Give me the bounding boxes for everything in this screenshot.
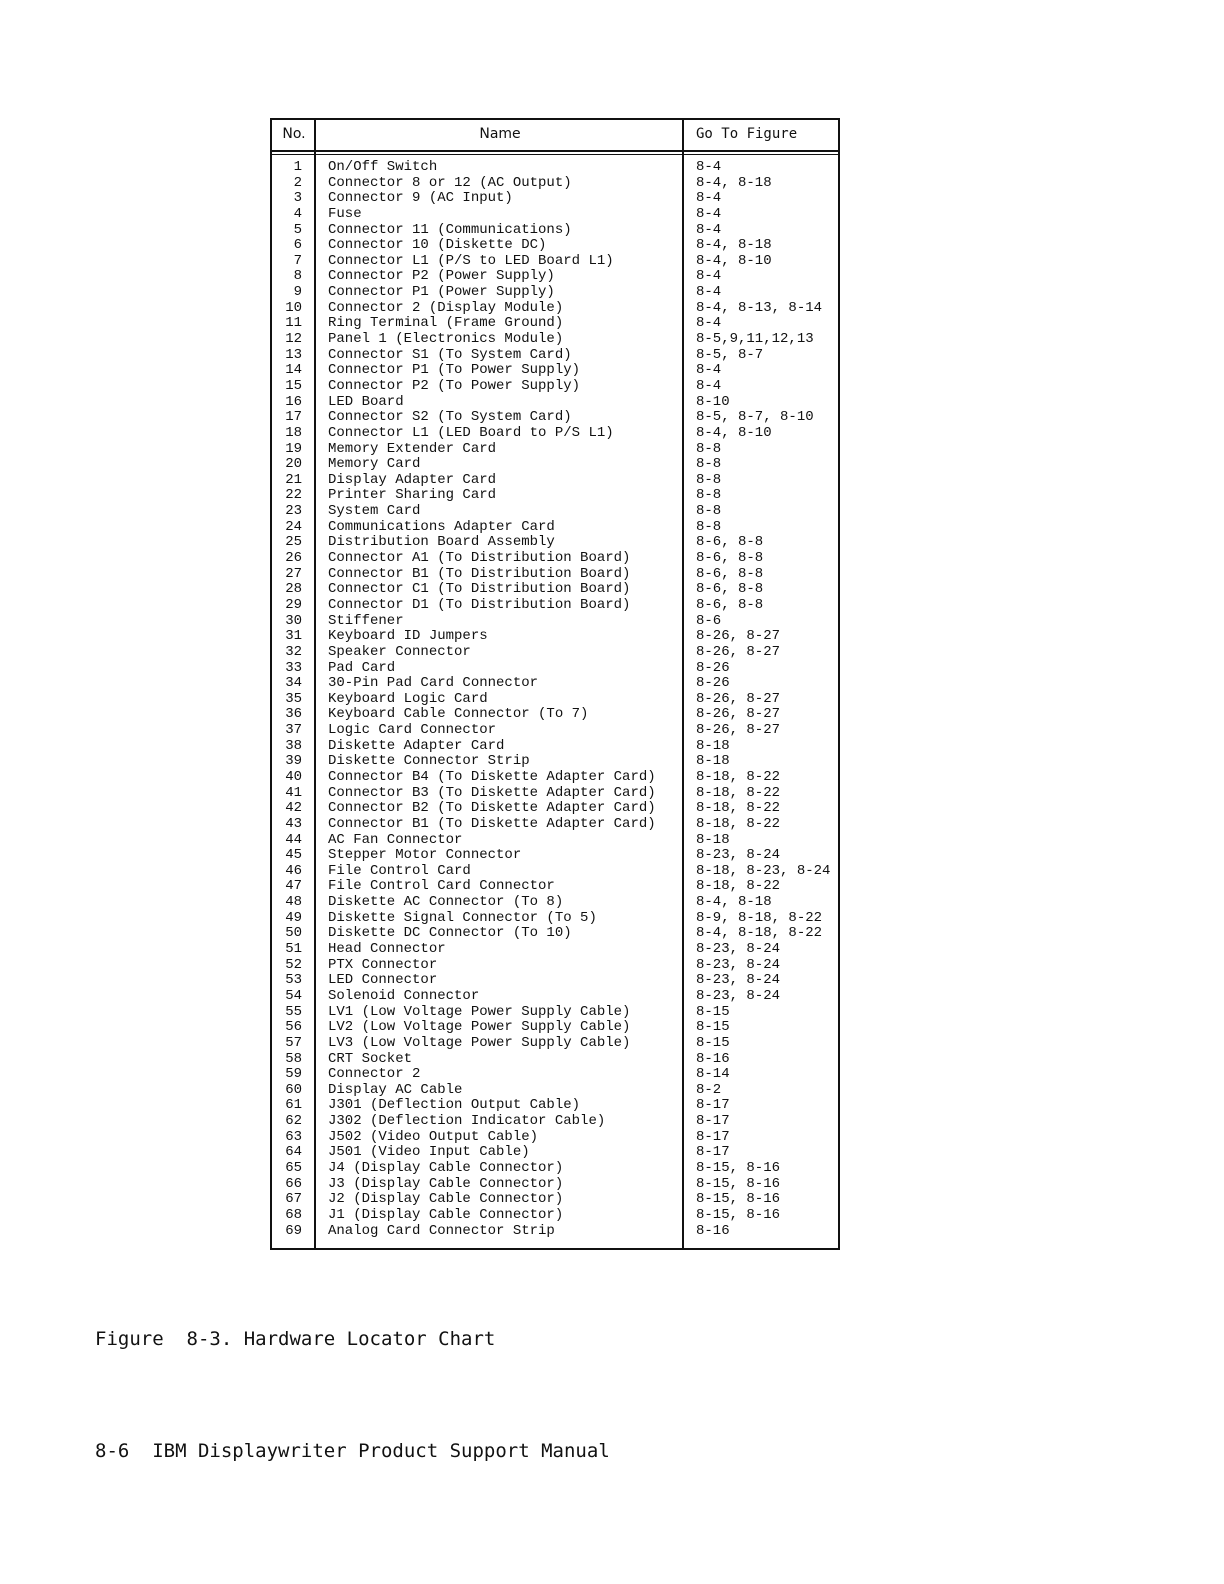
row-number: 54 — [285, 987, 302, 1004]
row-number: 8 — [293, 268, 302, 285]
row-name: Connector 11 (Communications) — [328, 221, 572, 238]
row-figure-reference: 8-15 — [696, 1034, 730, 1051]
table-row — [272, 160, 838, 176]
row-number: 6 — [293, 237, 302, 254]
row-figure-reference: 8-18, 8-22 — [696, 784, 781, 801]
row-figure-reference: 8-4 — [696, 377, 722, 394]
row-figure-reference: 8-6, 8-8 — [696, 534, 764, 551]
row-figure-reference: 8-4, 8-13, 8-14 — [696, 299, 823, 316]
table-row — [272, 582, 838, 598]
header-go-to-figure: Go To Figure — [696, 126, 798, 142]
table-row — [272, 786, 838, 802]
row-figure-reference: 8-6, 8-8 — [696, 596, 764, 613]
page-footer: 8-6 IBM Displaywriter Product Support Manual — [95, 1440, 610, 1462]
table-row — [272, 723, 838, 739]
row-number: 13 — [285, 346, 302, 363]
row-number: 56 — [285, 1019, 302, 1036]
row-name: Connector 10 (Diskette DC) — [328, 237, 547, 254]
row-figure-reference: 8-10 — [696, 393, 730, 410]
table-row — [272, 488, 838, 504]
row-name: Keyboard Cable Connector (To 7) — [328, 706, 589, 723]
row-number: 9 — [293, 284, 302, 301]
row-figure-reference: 8-4 — [696, 205, 722, 222]
row-number: 50 — [285, 925, 302, 942]
row-figure-reference: 8-26, 8-27 — [696, 628, 781, 645]
table-row — [272, 191, 838, 207]
table-row — [272, 770, 838, 786]
row-figure-reference: 8-4 — [696, 315, 722, 332]
table-row — [272, 801, 838, 817]
table-row — [272, 504, 838, 520]
row-number: 17 — [285, 409, 302, 426]
row-name: Diskette AC Connector (To 8) — [328, 894, 564, 911]
row-figure-reference: 8-26, 8-27 — [696, 690, 781, 707]
hardware-locator-table — [270, 118, 840, 1250]
row-figure-reference: 8-8 — [696, 440, 722, 457]
table-row — [272, 1114, 838, 1130]
row-number: 65 — [285, 1160, 302, 1176]
table-row — [272, 1130, 838, 1146]
row-name: Diskette Signal Connector (To 5) — [328, 909, 597, 926]
table-row — [272, 1161, 838, 1177]
table-row — [272, 958, 838, 974]
row-number: 34 — [285, 675, 302, 692]
row-figure-reference: 8-17 — [696, 1113, 730, 1130]
row-name: CRT Socket — [328, 1050, 413, 1067]
row-number: 27 — [285, 565, 302, 582]
table-row — [272, 598, 838, 614]
row-figure-reference: 8-8 — [696, 456, 722, 473]
row-name: File Control Card — [328, 862, 471, 879]
row-number: 41 — [285, 784, 302, 801]
row-figure-reference: 8-26, 8-27 — [696, 643, 781, 660]
row-figure-reference: 8-16 — [696, 1222, 730, 1239]
row-number: 42 — [285, 800, 302, 817]
row-name: J301 (Deflection Output Cable) — [328, 1097, 581, 1114]
row-number: 12 — [285, 331, 302, 348]
table-row — [272, 629, 838, 645]
table-row — [272, 817, 838, 833]
row-figure-reference: 8-5, 8-7, 8-10 — [696, 409, 814, 426]
row-figure-reference: 8-15, 8-16 — [696, 1175, 781, 1192]
table-row — [272, 848, 838, 864]
table-row — [272, 1208, 838, 1224]
table-row — [272, 223, 838, 239]
row-number: 22 — [285, 487, 302, 504]
row-number: 40 — [285, 768, 302, 785]
row-number: 47 — [285, 878, 302, 895]
header-no: No. — [282, 126, 306, 142]
row-figure-reference: 8-18, 8-22 — [696, 815, 781, 832]
row-figure-reference: 8-4 — [696, 221, 722, 238]
row-number: 44 — [285, 831, 302, 848]
row-figure-reference: 8-15 — [696, 1019, 730, 1036]
row-number: 48 — [285, 894, 302, 911]
row-figure-reference: 8-4, 8-18 — [696, 237, 772, 254]
row-figure-reference: 8-15, 8-16 — [696, 1191, 781, 1208]
row-figure-reference: 8-23, 8-24 — [696, 956, 781, 973]
row-number: 5 — [293, 221, 302, 238]
table-row — [272, 973, 838, 989]
row-number: 4 — [293, 205, 302, 222]
row-number: 3 — [293, 190, 302, 207]
row-figure-reference: 8-18, 8-22 — [696, 768, 781, 785]
row-name: System Card — [328, 503, 421, 520]
row-number: 51 — [285, 941, 302, 958]
table-row — [272, 442, 838, 458]
row-name: Connector B2 (To Diskette Adapter Card) — [328, 800, 656, 817]
row-name: Connector S1 (To System Card) — [328, 346, 572, 363]
row-figure-reference: 8-9, 8-18, 8-22 — [696, 909, 823, 926]
row-name: Communications Adapter Card — [328, 518, 555, 535]
row-number: 59 — [285, 1066, 302, 1083]
row-figure-reference: 8-18, 8-23, 8-24 — [696, 862, 831, 879]
table-row — [272, 707, 838, 723]
row-number: 7 — [293, 252, 302, 269]
row-number: 57 — [285, 1034, 302, 1051]
row-number: 32 — [285, 643, 302, 660]
row-name: File Control Card Connector — [328, 878, 555, 895]
row-figure-reference: 8-4 — [696, 190, 722, 207]
row-figure-reference: 8-8 — [696, 487, 722, 504]
header-rule — [272, 150, 838, 155]
table-row — [272, 661, 838, 677]
row-name: J302 (Deflection Indicator Cable) — [328, 1113, 606, 1130]
row-name: Keyboard ID Jumpers — [328, 628, 488, 645]
row-name: 30-Pin Pad Card Connector — [328, 675, 539, 692]
row-name: Connector L1 (P/S to LED Board L1) — [328, 252, 614, 269]
row-number: 33 — [285, 659, 302, 676]
row-figure-reference: 8-18, 8-22 — [696, 800, 781, 817]
row-name: Connector B1 (To Diskette Adapter Card) — [328, 815, 656, 832]
row-name: Display AC Cable — [328, 1081, 463, 1098]
table-row — [272, 754, 838, 770]
row-name: AC Fan Connector — [328, 831, 463, 848]
table-row — [272, 739, 838, 755]
table-body — [272, 160, 838, 1239]
row-name: LV1 (Low Voltage Power Supply Cable) — [328, 1003, 631, 1020]
row-name: Display Adapter Card — [328, 471, 497, 488]
row-name: Head Connector — [328, 941, 446, 958]
row-number: 46 — [285, 862, 302, 879]
table-row — [272, 1067, 838, 1083]
row-number: 64 — [285, 1144, 302, 1161]
row-name: J3 (Display Cable Connector) — [328, 1175, 564, 1192]
row-name: Stiffener — [328, 612, 404, 629]
row-name: Fuse — [328, 205, 362, 222]
table-row — [272, 614, 838, 630]
row-number: 67 — [285, 1191, 302, 1208]
figure-caption: Figure 8-3. Hardware Locator Chart — [95, 1328, 496, 1350]
row-figure-reference: 8-26 — [696, 675, 730, 692]
row-figure-reference: 8-6 — [696, 612, 722, 629]
row-figure-reference: 8-18 — [696, 753, 730, 770]
row-number: 11 — [285, 315, 302, 332]
table-row — [272, 864, 838, 880]
row-name: Distribution Board Assembly — [328, 534, 555, 551]
row-name: Stepper Motor Connector — [328, 847, 522, 864]
table-row — [272, 316, 838, 332]
row-name: LV3 (Low Voltage Power Supply Cable) — [328, 1034, 631, 1051]
table-row — [272, 379, 838, 395]
table-row — [272, 301, 838, 317]
row-name: J4 (Display Cable Connector) — [328, 1160, 564, 1176]
row-name: On/Off Switch — [328, 159, 438, 175]
row-number: 38 — [285, 737, 302, 754]
row-name: Connector L1 (LED Board to P/S L1) — [328, 424, 614, 441]
row-figure-reference: 8-17 — [696, 1144, 730, 1161]
table-row — [272, 895, 838, 911]
row-number: 61 — [285, 1097, 302, 1114]
row-number: 24 — [285, 518, 302, 535]
row-name: Speaker Connector — [328, 643, 471, 660]
row-figure-reference: 8-4 — [696, 268, 722, 285]
row-figure-reference: 8-23, 8-24 — [696, 941, 781, 958]
table-row — [272, 879, 838, 895]
table-row — [272, 567, 838, 583]
row-number: 31 — [285, 628, 302, 645]
row-figure-reference: 8-4 — [696, 362, 722, 379]
row-name: LED Board — [328, 393, 404, 410]
table-row — [272, 942, 838, 958]
row-name: Solenoid Connector — [328, 987, 480, 1004]
table-row — [272, 426, 838, 442]
row-number: 55 — [285, 1003, 302, 1020]
table-row — [272, 645, 838, 661]
row-name: Keyboard Logic Card — [328, 690, 488, 707]
row-figure-reference: 8-23, 8-24 — [696, 847, 781, 864]
row-number: 36 — [285, 706, 302, 723]
table-row — [272, 535, 838, 551]
table-row — [272, 207, 838, 223]
table-row — [272, 1224, 838, 1240]
row-figure-reference: 8-8 — [696, 518, 722, 535]
row-name: Connector 2 (Display Module) — [328, 299, 564, 316]
row-figure-reference: 8-26, 8-27 — [696, 722, 781, 739]
row-number: 10 — [285, 299, 302, 316]
row-figure-reference: 8-17 — [696, 1097, 730, 1114]
table-row — [272, 363, 838, 379]
table-row — [272, 1177, 838, 1193]
row-figure-reference: 8-5, 8-7 — [696, 346, 764, 363]
row-number: 29 — [285, 596, 302, 613]
row-name: J2 (Display Cable Connector) — [328, 1191, 564, 1208]
row-name: Memory Extender Card — [328, 440, 497, 457]
table-row — [272, 348, 838, 364]
row-number: 20 — [285, 456, 302, 473]
table-row — [272, 176, 838, 192]
row-name: Connector P2 (Power Supply) — [328, 268, 555, 285]
row-number: 18 — [285, 424, 302, 441]
row-name: Connector B4 (To Diskette Adapter Card) — [328, 768, 656, 785]
row-number: 21 — [285, 471, 302, 488]
row-figure-reference: 8-6, 8-8 — [696, 565, 764, 582]
table-row — [272, 1145, 838, 1161]
row-number: 15 — [285, 377, 302, 394]
row-figure-reference: 8-4, 8-18, 8-22 — [696, 925, 823, 942]
table-row — [272, 520, 838, 536]
row-number: 52 — [285, 956, 302, 973]
row-name: Diskette Adapter Card — [328, 737, 505, 754]
row-figure-reference: 8-4, 8-18 — [696, 894, 772, 911]
row-figure-reference: 8-17 — [696, 1128, 730, 1145]
row-number: 19 — [285, 440, 302, 457]
row-name: Connector P1 (To Power Supply) — [328, 362, 581, 379]
header-name: Name — [479, 126, 521, 142]
row-number: 60 — [285, 1081, 302, 1098]
row-name: Connector S2 (To System Card) — [328, 409, 572, 426]
row-name: J502 (Video Output Cable) — [328, 1128, 539, 1145]
row-number: 69 — [285, 1222, 302, 1239]
row-name: Diskette DC Connector (To 10) — [328, 925, 572, 942]
row-figure-reference: 8-8 — [696, 471, 722, 488]
row-figure-reference: 8-4 — [696, 284, 722, 301]
row-name: LED Connector — [328, 972, 438, 989]
row-figure-reference: 8-5,9,11,12,13 — [696, 331, 814, 348]
row-figure-reference: 8-4, 8-10 — [696, 252, 772, 269]
row-number: 66 — [285, 1175, 302, 1192]
row-number: 28 — [285, 581, 302, 598]
row-figure-reference: 8-18, 8-22 — [696, 878, 781, 895]
row-name: J501 (Video Input Cable) — [328, 1144, 530, 1161]
row-name: Memory Card — [328, 456, 421, 473]
table-row — [272, 692, 838, 708]
row-figure-reference: 8-23, 8-24 — [696, 987, 781, 1004]
row-name: Connector A1 (To Distribution Board) — [328, 550, 631, 567]
table-row — [272, 1020, 838, 1036]
table-row — [272, 269, 838, 285]
row-number: 35 — [285, 690, 302, 707]
row-name: Ring Terminal (Frame Ground) — [328, 315, 564, 332]
table-row — [272, 285, 838, 301]
row-figure-reference: 8-6, 8-8 — [696, 550, 764, 567]
table-row — [272, 1005, 838, 1021]
table-row — [272, 926, 838, 942]
row-name: Connector C1 (To Distribution Board) — [328, 581, 631, 598]
row-figure-reference: 8-15 — [696, 1003, 730, 1020]
row-name: Connector 8 or 12 (AC Output) — [328, 174, 572, 191]
row-number: 39 — [285, 753, 302, 770]
row-figure-reference: 8-15, 8-16 — [696, 1206, 781, 1223]
table-row — [272, 238, 838, 254]
row-number: 16 — [285, 393, 302, 410]
row-name: PTX Connector — [328, 956, 438, 973]
row-number: 30 — [285, 612, 302, 629]
row-figure-reference: 8-26, 8-27 — [696, 706, 781, 723]
row-number: 45 — [285, 847, 302, 864]
row-figure-reference: 8-26 — [696, 659, 730, 676]
row-number: 62 — [285, 1113, 302, 1130]
table-row — [272, 254, 838, 270]
row-figure-reference: 8-18 — [696, 831, 730, 848]
row-figure-reference: 8-4, 8-18 — [696, 174, 772, 191]
row-name: Logic Card Connector — [328, 722, 497, 739]
table-row — [272, 1083, 838, 1099]
row-name: Connector 9 (AC Input) — [328, 190, 513, 207]
row-number: 23 — [285, 503, 302, 520]
table-row — [272, 551, 838, 567]
row-name: Analog Card Connector Strip — [328, 1222, 555, 1239]
row-number: 25 — [285, 534, 302, 551]
row-number: 49 — [285, 909, 302, 926]
row-name: J1 (Display Cable Connector) — [328, 1206, 564, 1223]
row-figure-reference: 8-8 — [696, 503, 722, 520]
table-row — [272, 989, 838, 1005]
row-number: 53 — [285, 972, 302, 989]
row-name: Connector P2 (To Power Supply) — [328, 377, 581, 394]
row-figure-reference: 8-18 — [696, 737, 730, 754]
table-row — [272, 1192, 838, 1208]
row-figure-reference: 8-15, 8-16 — [696, 1160, 781, 1176]
table-row — [272, 410, 838, 426]
row-figure-reference: 8-2 — [696, 1081, 722, 1098]
row-name: Pad Card — [328, 659, 396, 676]
row-name: Connector D1 (To Distribution Board) — [328, 596, 631, 613]
table-row — [272, 473, 838, 489]
row-name: Panel 1 (Electronics Module) — [328, 331, 564, 348]
table-row — [272, 395, 838, 411]
row-figure-reference: 8-16 — [696, 1050, 730, 1067]
table-row — [272, 1036, 838, 1052]
row-name: Connector B3 (To Diskette Adapter Card) — [328, 784, 656, 801]
row-number: 37 — [285, 722, 302, 739]
row-number: 1 — [293, 159, 302, 175]
table-row — [272, 457, 838, 473]
row-name: Printer Sharing Card — [328, 487, 497, 504]
row-name: Connector B1 (To Distribution Board) — [328, 565, 631, 582]
row-number: 14 — [285, 362, 302, 379]
row-name: Connector 2 — [328, 1066, 421, 1083]
row-number: 43 — [285, 815, 302, 832]
row-number: 63 — [285, 1128, 302, 1145]
row-figure-reference: 8-6, 8-8 — [696, 581, 764, 598]
table-row — [272, 676, 838, 692]
row-number: 2 — [293, 174, 302, 191]
table-row — [272, 1052, 838, 1068]
row-figure-reference: 8-14 — [696, 1066, 730, 1083]
row-number: 58 — [285, 1050, 302, 1067]
row-figure-reference: 8-4 — [696, 159, 722, 175]
row-name: Diskette Connector Strip — [328, 753, 530, 770]
row-figure-reference: 8-23, 8-24 — [696, 972, 781, 989]
table-row — [272, 332, 838, 348]
table-row — [272, 911, 838, 927]
row-figure-reference: 8-4, 8-10 — [696, 424, 772, 441]
row-name: LV2 (Low Voltage Power Supply Cable) — [328, 1019, 631, 1036]
table-row — [272, 833, 838, 849]
row-name: Connector P1 (Power Supply) — [328, 284, 555, 301]
table-row — [272, 1098, 838, 1114]
row-number: 26 — [285, 550, 302, 567]
row-number: 68 — [285, 1206, 302, 1223]
